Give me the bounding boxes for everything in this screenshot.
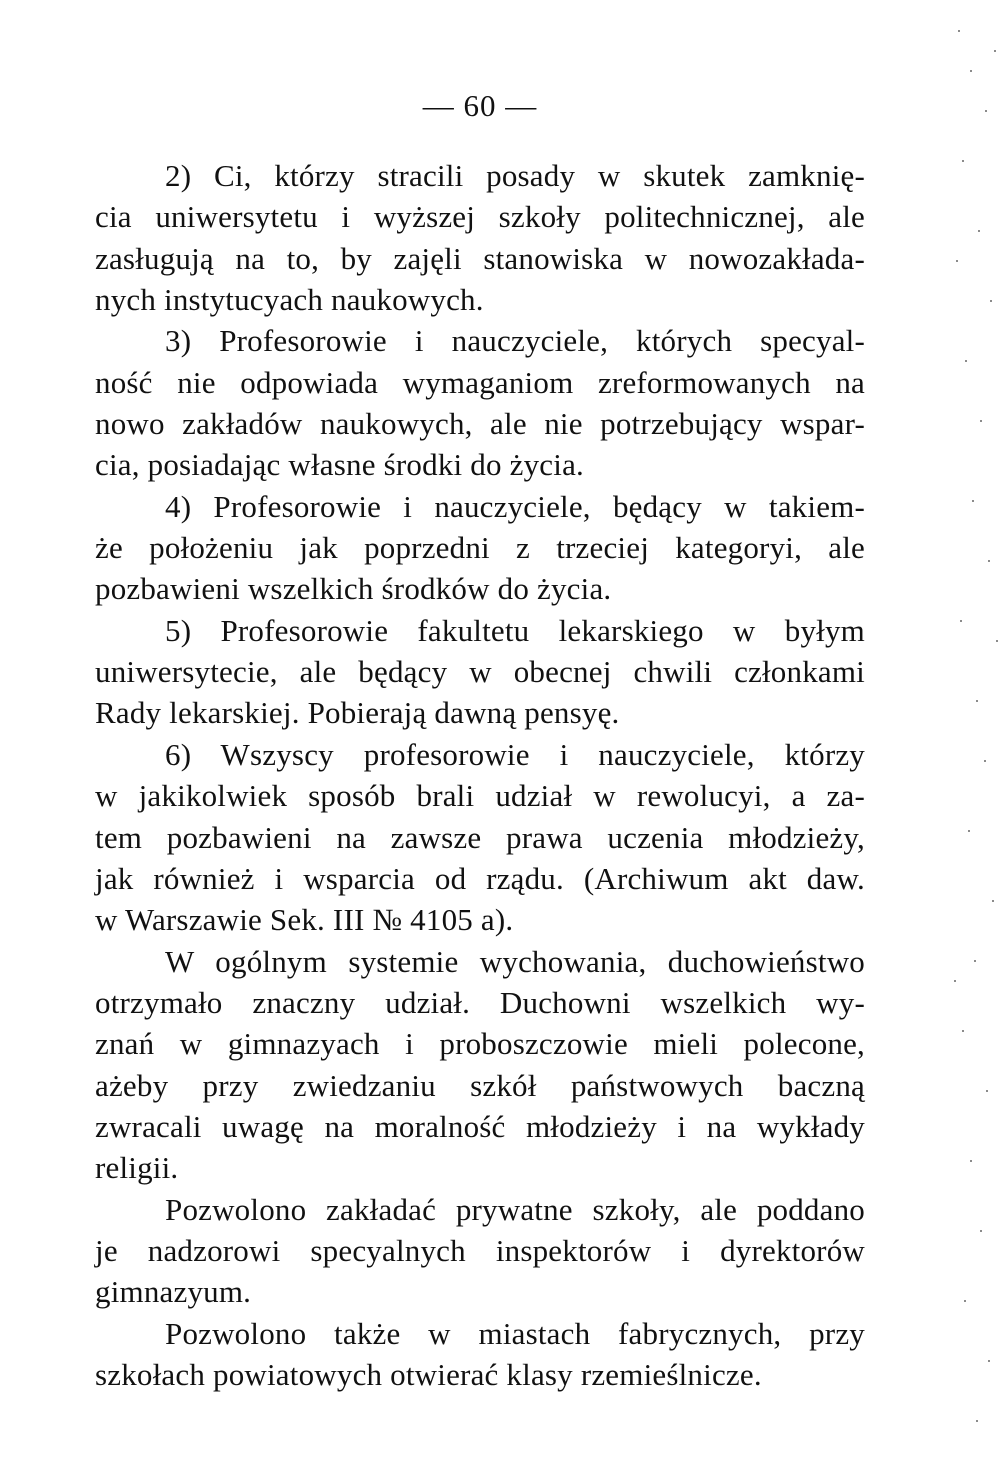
- speck: [962, 1030, 964, 1032]
- body-text: [95, 155, 865, 1395]
- text-line: ność nie odpowiada wymaganiom zreformowanych na: [95, 364, 865, 400]
- speck: [968, 830, 970, 832]
- speck: [992, 900, 994, 902]
- speck: [954, 980, 956, 982]
- speck: [990, 300, 992, 302]
- speck: [988, 560, 990, 562]
- text-line: je nadzorowi specyalnych inspektorów i dyrektorów: [95, 1232, 865, 1268]
- text-line: 4) Profesorowie i nauczyciele, będący w takiem-: [165, 488, 865, 524]
- speck: [980, 1230, 982, 1232]
- text-line: 2) Ci, którzy stracili posady w skutek zamknię-: [165, 158, 865, 193]
- text-line: w Warszawie Sek. III № 4105 a).: [95, 902, 514, 938]
- text-line: szkołach powiatowych otwierać klasy rzemieślnicze.: [95, 1356, 762, 1392]
- text-line: ażeby przy zwiedzaniu szkół państwowych baczną: [95, 1067, 865, 1103]
- text-line: uniwersytecie, ale będący w obecnej chwili członkami: [95, 654, 865, 690]
- text-line: W ogólnym systemie wychowania, duchowieństwo: [165, 943, 865, 979]
- page-number: — 60 —: [422, 88, 538, 123]
- speck: [985, 110, 987, 112]
- text-line: cia uniwersytetu i wyższej szkoły politechnicznej, ale: [95, 199, 865, 235]
- text-line: zwracali uwagę na moralność młodzieży i na wykłady: [95, 1108, 865, 1144]
- text-line: pozbawieni wszelkich środków do życia.: [95, 571, 612, 607]
- text-line: tem pozbawieni na zawsze prawa uczenia młodzieży,: [95, 819, 865, 855]
- text-line: gimnazyum.: [95, 1274, 252, 1310]
- speck: [986, 1090, 988, 1092]
- speck: [978, 230, 980, 232]
- text-line: nych instytucyach naukowych.: [95, 282, 484, 318]
- speck: [972, 500, 974, 502]
- text-line: znań w gimnazyach i proboszczowie mieli polecone,: [95, 1026, 865, 1062]
- text-line: 3) Profesorowie i nauczyciele, których specyal-: [165, 323, 865, 359]
- text-line: jak również i wsparcia od rządu. (Archiwum akt daw.: [95, 860, 865, 896]
- speck: [956, 260, 958, 262]
- speck: [976, 700, 978, 702]
- speck: [964, 1300, 966, 1302]
- speck: [984, 760, 986, 762]
- text-line: Pozwolono zakładać prywatne szkoły, ale poddano: [165, 1191, 865, 1227]
- speck: [965, 360, 967, 362]
- page-edge-specks: [950, 0, 1000, 1471]
- text-line: 6) Wszyscy profesorowie i nauczyciele, którzy: [165, 736, 865, 772]
- text-line: cia, posiadając własne środki do życia.: [95, 447, 584, 483]
- text-line: w jakikolwiek sposób brali udział w rewolucyi, a za-: [95, 778, 865, 814]
- text-line: 5) Profesorowie fakultetu lekarskiego w byłym: [165, 612, 865, 648]
- text-line: Rady lekarskiej. Pobierają dawną pensyę.: [95, 695, 620, 731]
- text-line: Pozwolono także w miastach fabrycznych, przy: [165, 1315, 865, 1351]
- text-line: otrzymało znaczny udział. Duchowni wszelkich wy-: [95, 984, 865, 1020]
- speck: [988, 1360, 990, 1362]
- speck: [996, 640, 998, 642]
- speck: [974, 960, 976, 962]
- speck: [962, 160, 964, 162]
- speck: [960, 620, 962, 622]
- speck: [976, 1420, 978, 1422]
- text-line: religii.: [95, 1150, 179, 1186]
- speck: [994, 50, 996, 52]
- speck: [958, 30, 960, 32]
- speck: [980, 420, 982, 422]
- speck: [970, 70, 972, 72]
- text-line: że położeniu jak poprzedni z trzeciej kategoryi, ale: [95, 530, 865, 566]
- text-line: zasługują na to, by zajęli stanowiska w nowozakłada-: [95, 240, 865, 276]
- speck: [970, 1160, 972, 1162]
- text-line: nowo zakładów naukowych, ale nie potrzebujący wspar-: [95, 406, 865, 442]
